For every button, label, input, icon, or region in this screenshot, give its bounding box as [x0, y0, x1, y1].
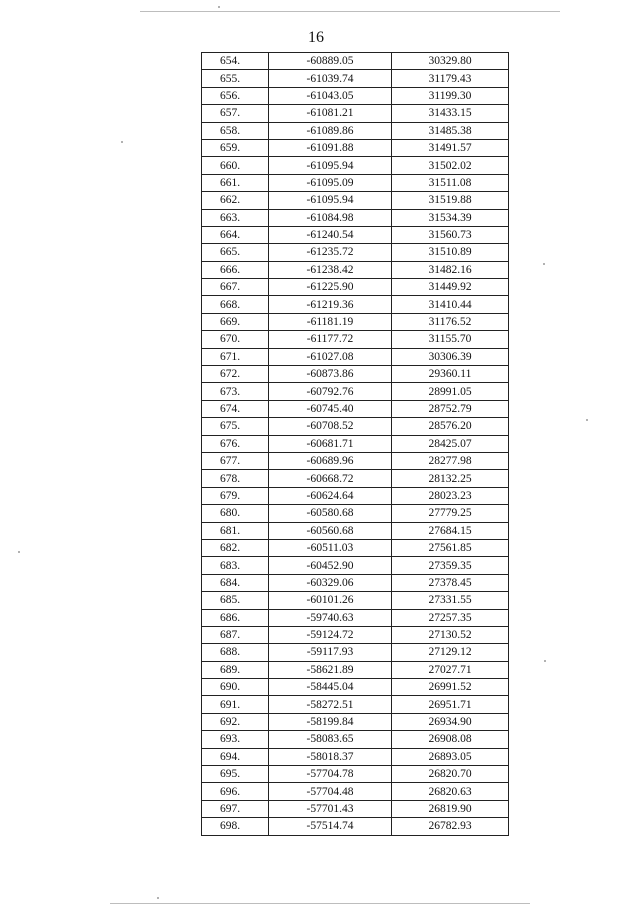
- table-row: [202, 313, 509, 330]
- table-row: [202, 748, 509, 765]
- table-row: [202, 279, 509, 296]
- point-number-cell: 668.: [202, 296, 269, 313]
- y-coordinate-cell: 30329.80: [392, 53, 509, 70]
- x-coordinate-cell: -61095.09: [269, 174, 392, 191]
- x-coordinate-cell: -58199.84: [269, 713, 392, 730]
- table-row: [202, 244, 509, 261]
- table-row: [202, 766, 509, 783]
- table-row: [202, 418, 509, 435]
- x-coordinate-cell: -60580.68: [269, 505, 392, 522]
- table-row: [202, 261, 509, 278]
- table-row: [202, 192, 509, 209]
- point-number-cell: 664.: [202, 226, 269, 243]
- point-number-cell: 656.: [202, 87, 269, 104]
- point-number-cell: 687.: [202, 626, 269, 643]
- point-number-cell: 654.: [202, 53, 269, 70]
- point-number-cell: 673.: [202, 383, 269, 400]
- y-coordinate-cell: 28425.07: [392, 435, 509, 452]
- point-number-cell: 672.: [202, 366, 269, 383]
- y-coordinate-cell: 28023.23: [392, 487, 509, 504]
- point-number-cell: 681.: [202, 522, 269, 539]
- x-coordinate-cell: -61091.88: [269, 139, 392, 156]
- point-number-cell: 696.: [202, 783, 269, 800]
- point-number-cell: 695.: [202, 766, 269, 783]
- point-number-cell: 677.: [202, 452, 269, 469]
- x-coordinate-cell: -60873.86: [269, 366, 392, 383]
- point-number-cell: 686.: [202, 609, 269, 626]
- x-coordinate-cell: -61181.19: [269, 313, 392, 330]
- x-coordinate-cell: -60668.72: [269, 470, 392, 487]
- table-row: [202, 87, 509, 104]
- x-coordinate-cell: -59740.63: [269, 609, 392, 626]
- y-coordinate-cell: 31410.44: [392, 296, 509, 313]
- x-coordinate-cell: -61027.08: [269, 348, 392, 365]
- x-coordinate-cell: -61043.05: [269, 87, 392, 104]
- y-coordinate-cell: 31510.89: [392, 244, 509, 261]
- point-number-cell: 685.: [202, 592, 269, 609]
- table-row: [202, 661, 509, 678]
- scan-speck: [586, 419, 588, 421]
- x-coordinate-cell: -61235.72: [269, 244, 392, 261]
- point-number-cell: 684.: [202, 574, 269, 591]
- table-row: [202, 696, 509, 713]
- y-coordinate-cell: 27257.35: [392, 609, 509, 626]
- y-coordinate-cell: 26991.52: [392, 679, 509, 696]
- table-row: [202, 174, 509, 191]
- y-coordinate-cell: 26934.90: [392, 713, 509, 730]
- table-row: [202, 435, 509, 452]
- x-coordinate-cell: -57704.48: [269, 783, 392, 800]
- table-row: [202, 296, 509, 313]
- y-coordinate-cell: 29360.11: [392, 366, 509, 383]
- table-row: [202, 800, 509, 817]
- table-row: [202, 522, 509, 539]
- x-coordinate-cell: -60452.90: [269, 557, 392, 574]
- table-row: [202, 383, 509, 400]
- table-row: [202, 70, 509, 87]
- table-row: [202, 679, 509, 696]
- y-coordinate-cell: 31485.38: [392, 122, 509, 139]
- x-coordinate-cell: -57514.74: [269, 818, 392, 835]
- point-number-cell: 655.: [202, 70, 269, 87]
- x-coordinate-cell: -58018.37: [269, 748, 392, 765]
- point-number-cell: 659.: [202, 139, 269, 156]
- table-row: [202, 366, 509, 383]
- table-row: [202, 609, 509, 626]
- x-coordinate-cell: -58445.04: [269, 679, 392, 696]
- table-row: [202, 226, 509, 243]
- x-coordinate-cell: -60745.40: [269, 400, 392, 417]
- table-row: [202, 731, 509, 748]
- y-coordinate-cell: 26951.71: [392, 696, 509, 713]
- scan-speck: [18, 551, 20, 553]
- x-coordinate-cell: -61089.86: [269, 122, 392, 139]
- table-row: [202, 644, 509, 661]
- y-coordinate-cell: 28277.98: [392, 452, 509, 469]
- x-coordinate-cell: -59124.72: [269, 626, 392, 643]
- x-coordinate-cell: -58621.89: [269, 661, 392, 678]
- y-coordinate-cell: 27359.35: [392, 557, 509, 574]
- x-coordinate-cell: -60511.03: [269, 539, 392, 556]
- y-coordinate-cell: 31502.02: [392, 157, 509, 174]
- x-coordinate-cell: -61238.42: [269, 261, 392, 278]
- scan-speck: [218, 6, 220, 8]
- table-row: [202, 487, 509, 504]
- coordinate-table: [201, 52, 509, 836]
- x-coordinate-cell: -61081.21: [269, 105, 392, 122]
- x-coordinate-cell: -60101.26: [269, 592, 392, 609]
- scan-speck: [157, 897, 159, 899]
- scan-edge-bottom: [110, 903, 530, 904]
- table-row: [202, 331, 509, 348]
- y-coordinate-cell: 31511.08: [392, 174, 509, 191]
- x-coordinate-cell: -61177.72: [269, 331, 392, 348]
- y-coordinate-cell: 31519.88: [392, 192, 509, 209]
- y-coordinate-cell: 26893.05: [392, 748, 509, 765]
- y-coordinate-cell: 27331.55: [392, 592, 509, 609]
- table-row: [202, 818, 509, 835]
- point-number-cell: 661.: [202, 174, 269, 191]
- x-coordinate-cell: -60624.64: [269, 487, 392, 504]
- y-coordinate-cell: 26820.70: [392, 766, 509, 783]
- point-number-cell: 698.: [202, 818, 269, 835]
- y-coordinate-cell: 27129.12: [392, 644, 509, 661]
- y-coordinate-cell: 31560.73: [392, 226, 509, 243]
- point-number-cell: 683.: [202, 557, 269, 574]
- x-coordinate-cell: -60560.68: [269, 522, 392, 539]
- point-number-cell: 682.: [202, 539, 269, 556]
- point-number-cell: 663.: [202, 209, 269, 226]
- point-number-cell: 692.: [202, 713, 269, 730]
- point-number-cell: 675.: [202, 418, 269, 435]
- y-coordinate-cell: 31433.15: [392, 105, 509, 122]
- y-coordinate-cell: 28991.05: [392, 383, 509, 400]
- y-coordinate-cell: 31491.57: [392, 139, 509, 156]
- point-number-cell: 674.: [202, 400, 269, 417]
- table-row: [202, 122, 509, 139]
- table-row: [202, 505, 509, 522]
- point-number-cell: 667.: [202, 279, 269, 296]
- x-coordinate-cell: -60708.52: [269, 418, 392, 435]
- y-coordinate-cell: 27561.85: [392, 539, 509, 556]
- x-coordinate-cell: -58083.65: [269, 731, 392, 748]
- x-coordinate-cell: -57701.43: [269, 800, 392, 817]
- y-coordinate-cell: 31199.30: [392, 87, 509, 104]
- y-coordinate-cell: 27684.15: [392, 522, 509, 539]
- y-coordinate-cell: 31179.43: [392, 70, 509, 87]
- point-number-cell: 690.: [202, 679, 269, 696]
- scan-speck: [543, 263, 545, 265]
- point-number-cell: 669.: [202, 313, 269, 330]
- table-row: [202, 574, 509, 591]
- x-coordinate-cell: -60681.71: [269, 435, 392, 452]
- point-number-cell: 689.: [202, 661, 269, 678]
- table-row: [202, 209, 509, 226]
- point-number-cell: 676.: [202, 435, 269, 452]
- table-row: [202, 452, 509, 469]
- x-coordinate-cell: -58272.51: [269, 696, 392, 713]
- x-coordinate-cell: -60792.76: [269, 383, 392, 400]
- y-coordinate-cell: 31155.70: [392, 331, 509, 348]
- y-coordinate-cell: 31482.16: [392, 261, 509, 278]
- y-coordinate-cell: 31176.52: [392, 313, 509, 330]
- x-coordinate-cell: -59117.93: [269, 644, 392, 661]
- y-coordinate-cell: 27779.25: [392, 505, 509, 522]
- table-row: [202, 626, 509, 643]
- point-number-cell: 697.: [202, 800, 269, 817]
- point-number-cell: 662.: [202, 192, 269, 209]
- y-coordinate-cell: 26782.93: [392, 818, 509, 835]
- point-number-cell: 658.: [202, 122, 269, 139]
- y-coordinate-cell: 28132.25: [392, 470, 509, 487]
- scan-edge-top: [140, 11, 560, 12]
- table-row: [202, 139, 509, 156]
- y-coordinate-cell: 27130.52: [392, 626, 509, 643]
- point-number-cell: 657.: [202, 105, 269, 122]
- x-coordinate-cell: -61095.94: [269, 192, 392, 209]
- y-coordinate-cell: 27027.71: [392, 661, 509, 678]
- table-row: [202, 713, 509, 730]
- page-number: 16: [308, 29, 324, 46]
- point-number-cell: 665.: [202, 244, 269, 261]
- x-coordinate-cell: -57704.78: [269, 766, 392, 783]
- point-number-cell: 679.: [202, 487, 269, 504]
- x-coordinate-cell: -60329.06: [269, 574, 392, 591]
- table-row: [202, 157, 509, 174]
- x-coordinate-cell: -61240.54: [269, 226, 392, 243]
- point-number-cell: 670.: [202, 331, 269, 348]
- y-coordinate-cell: 26820.63: [392, 783, 509, 800]
- x-coordinate-cell: -61095.94: [269, 157, 392, 174]
- y-coordinate-cell: 28752.79: [392, 400, 509, 417]
- point-number-cell: 678.: [202, 470, 269, 487]
- point-number-cell: 693.: [202, 731, 269, 748]
- table-row: [202, 539, 509, 556]
- point-number-cell: 691.: [202, 696, 269, 713]
- table-row: [202, 783, 509, 800]
- coordinate-table-body: [202, 53, 509, 836]
- x-coordinate-cell: -61084.98: [269, 209, 392, 226]
- x-coordinate-cell: -60689.96: [269, 452, 392, 469]
- table-row: [202, 105, 509, 122]
- x-coordinate-cell: -61225.90: [269, 279, 392, 296]
- table-row: [202, 400, 509, 417]
- point-number-cell: 680.: [202, 505, 269, 522]
- point-number-cell: 694.: [202, 748, 269, 765]
- y-coordinate-cell: 30306.39: [392, 348, 509, 365]
- y-coordinate-cell: 26819.90: [392, 800, 509, 817]
- table-row: [202, 470, 509, 487]
- point-number-cell: 688.: [202, 644, 269, 661]
- y-coordinate-cell: 27378.45: [392, 574, 509, 591]
- point-number-cell: 666.: [202, 261, 269, 278]
- y-coordinate-cell: 31534.39: [392, 209, 509, 226]
- point-number-cell: 671.: [202, 348, 269, 365]
- y-coordinate-cell: 26908.08: [392, 731, 509, 748]
- y-coordinate-cell: 31449.92: [392, 279, 509, 296]
- table-row: [202, 53, 509, 70]
- scan-speck: [544, 660, 546, 662]
- scan-speck: [121, 141, 123, 143]
- x-coordinate-cell: -61039.74: [269, 70, 392, 87]
- x-coordinate-cell: -60889.05: [269, 53, 392, 70]
- table-row: [202, 557, 509, 574]
- table-row: [202, 348, 509, 365]
- y-coordinate-cell: 28576.20: [392, 418, 509, 435]
- x-coordinate-cell: -61219.36: [269, 296, 392, 313]
- table-row: [202, 592, 509, 609]
- point-number-cell: 660.: [202, 157, 269, 174]
